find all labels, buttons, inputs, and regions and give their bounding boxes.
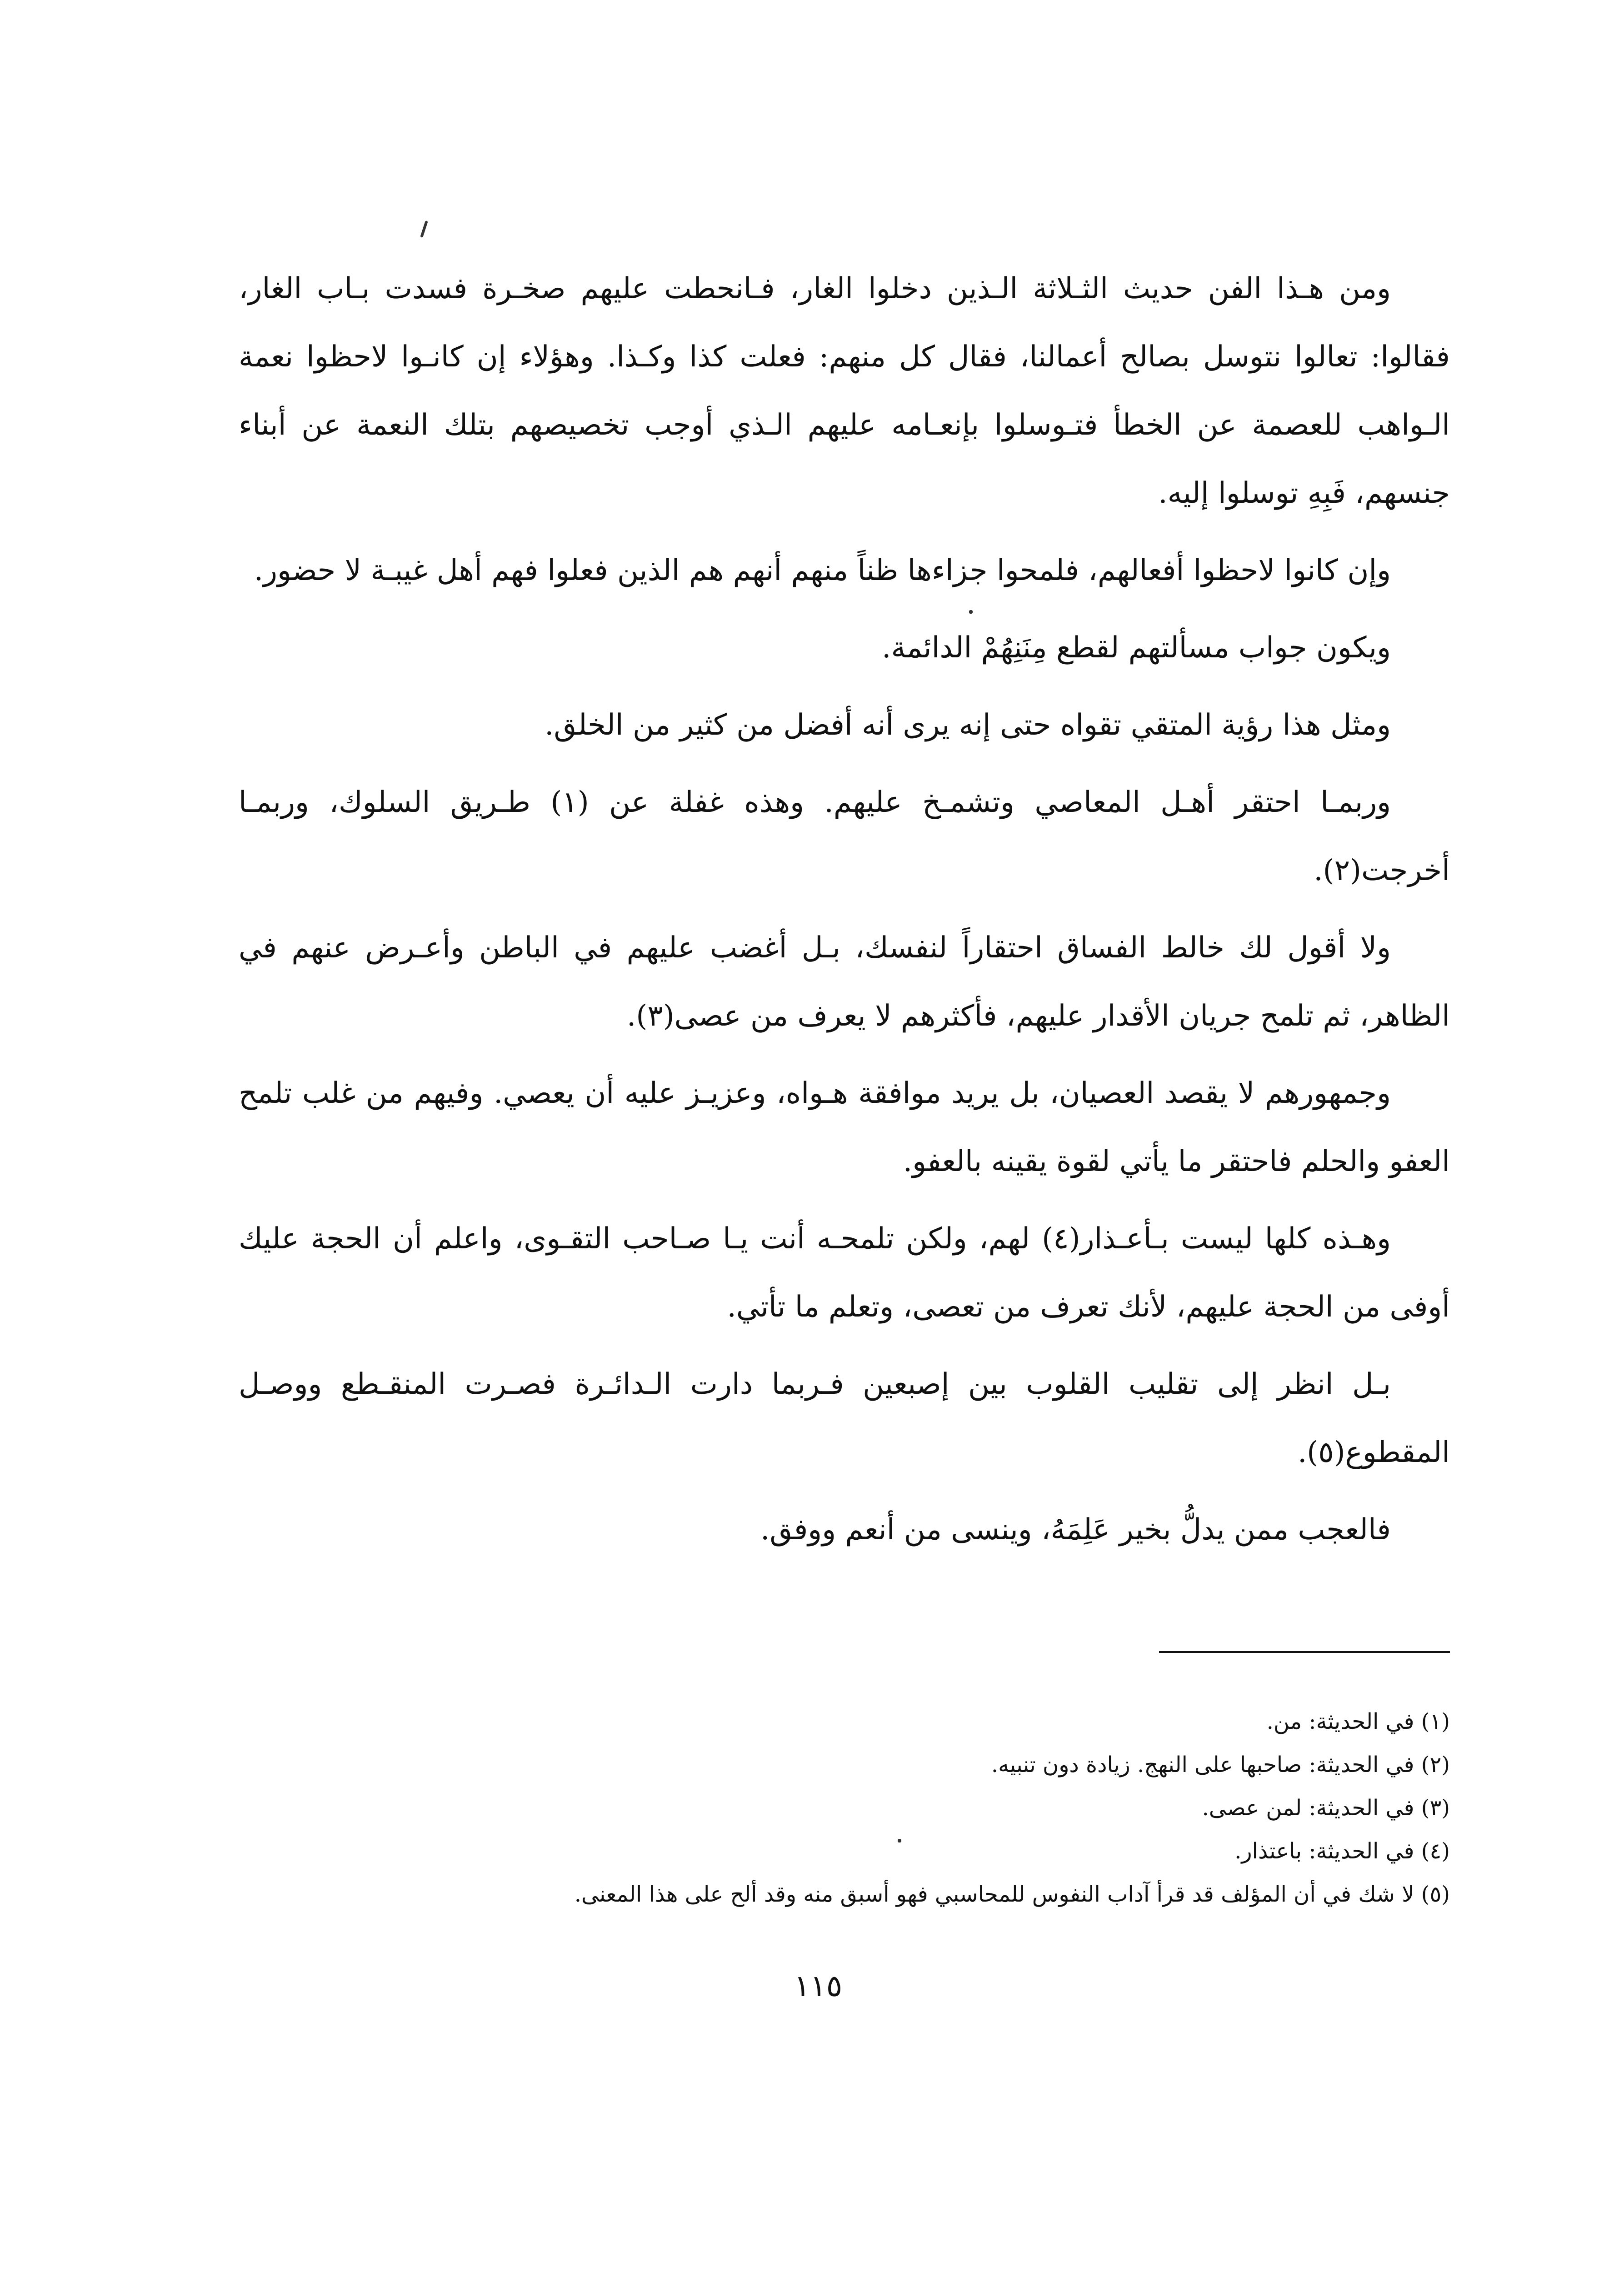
paragraph: بـل انظر إلى تقليب القلوب بين إصبعين فـربما دارت الـدائـرة فصـرت المنقـطع ووصـل المقطوع(٥). [239, 1367, 1450, 1469]
paragraph: ويكون جواب مسألتهم لقطع مِنَنِهُمْ الدائمة. [882, 631, 1391, 665]
footnote: (٤) في الحديثة: باعتذار. [1234, 1838, 1450, 1864]
paragraph: ولا أقول لك خالط الفساق احتقاراً لنفسك، بـل أغضب عليهم في الباطن وأعـرض عنهم في الظاهر، ثم تلمح جريان الأقدار عليهم، فأكثرهم لا يعرف من عصى(٣). [239, 931, 1450, 1033]
footnote: (٣) في الحديثة: لمن عصى. [1202, 1795, 1450, 1821]
footnote: (٢) في الحديثة: صاحبها على النهج. زيادة دون تنبيه. [991, 1752, 1450, 1777]
scan-speck [420, 220, 428, 238]
footnote: (١) في الحديثة: من. [1266, 1709, 1450, 1734]
paragraph: ومن هـذا الفن حديث الثـلاثة الـذين دخلوا الغار، فـانحطت عليهم صخـرة فسدت بـاب الغار، فقالوا: تعالوا نتوسل بصالح أعمالنا، فقال كل منهم: فعلت كذا وكـذا. وهؤلاء إن كانـوا لاحظوا نعمة الـواهب للعصمة عن الخطأ فتـوسلوا بإنعـامه عليهم الـذي أوجب تخصيصهم بتلك النعمة عن أبناء جنسهم، فَبِهِ توسلوا إليه. [239, 272, 1450, 510]
footnotes [239, 1700, 1450, 1916]
paragraph: فالعجب ممن يدلُّ بخير عَلِمَهُ، وينسى من أنعم ووفق. [760, 1513, 1391, 1547]
footnote: (٥) لا شك في أن المؤلف قد قرأ آداب النفوس للمحاسبي فهو أسبق منه وقد ألح على هذا المعنى. [574, 1882, 1450, 1907]
paragraph: وإن كانوا لاحظوا أفعالهم، فلمحوا جزاءها ظناً منهم أنهم هم الذين فعلوا فهم أهل غيبـة لا حضور. [254, 554, 1391, 587]
page-number: ١١٥ [794, 1968, 843, 2003]
paragraph: ومثل هذا رؤية المتقي تقواه حتى إنه يرى أنه أفضل من كثير من الخلق. [545, 708, 1391, 742]
body-text [239, 255, 1450, 1573]
paragraph: وهـذه كلها ليست بـأعـذار(٤) لهم، ولكن تلمحـه أنت يـا صـاحب التقـوى، واعلم أن الحجة عليك أوفى من الحجة عليهم، لأنك تعرف من تعصى، وتعلم ما تأتي. [239, 1222, 1450, 1324]
footnote-separator [1159, 1651, 1450, 1653]
paragraph: وجمهورهم لا يقصد العصيان، بل يريد موافقة هـواه، وعزيـز عليه أن يعصي. وفيهم من غلب تلمح العفو والحلم فاحتقر ما يأتي لقوة يقينه بالعفو. [239, 1076, 1450, 1178]
paragraph: وربمـا احتقر أهـل المعاصي وتشمـخ عليهم. وهذه غفلة عن (١) طـريق السلوك، وربمـا أخرجت(٢). [239, 786, 1450, 887]
